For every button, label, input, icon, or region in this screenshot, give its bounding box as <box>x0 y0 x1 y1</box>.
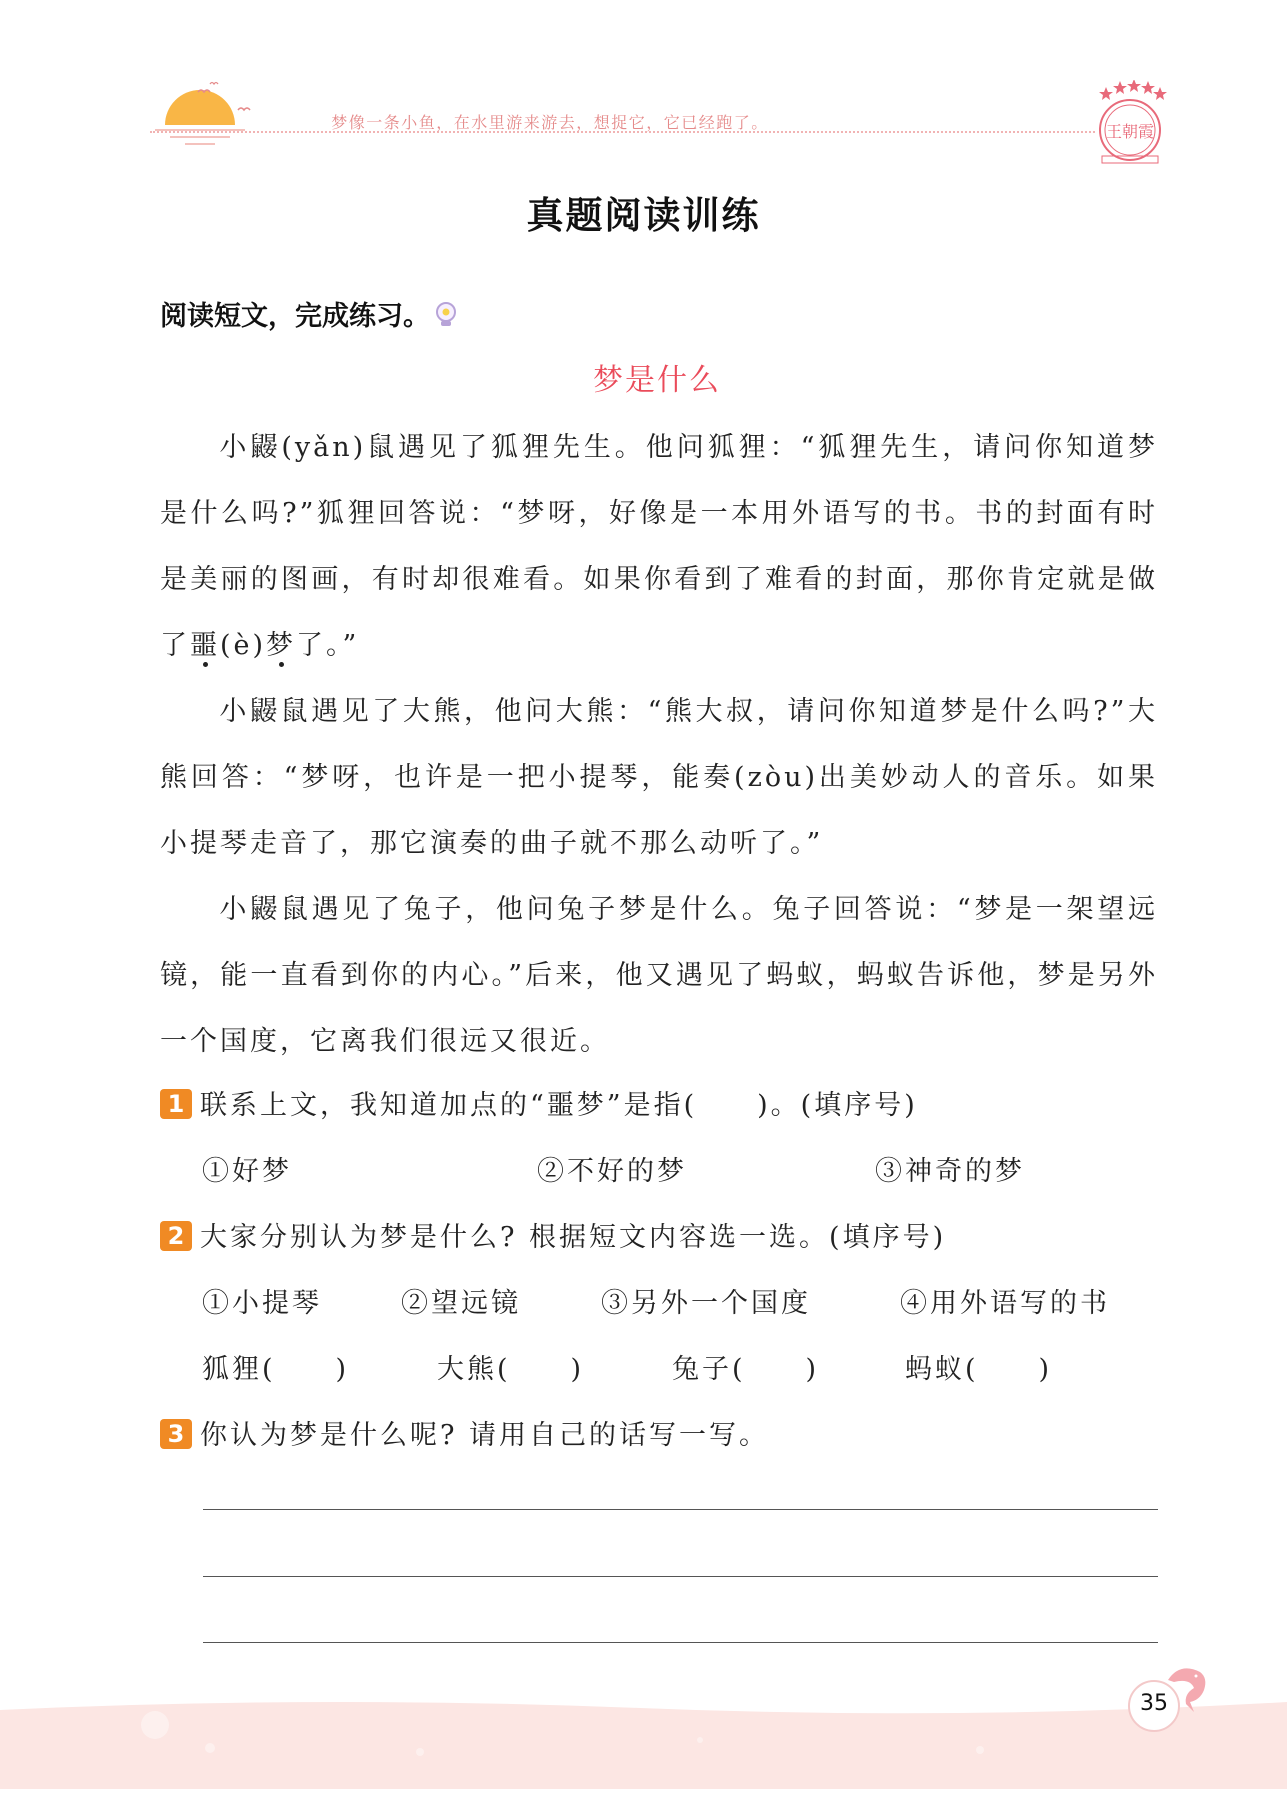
dotted-char: 梦 <box>266 630 297 661</box>
instruction-text: 阅读短文，完成练习。 <box>160 301 430 332</box>
q2-blank-rabbit[interactable]: 兔子( ) <box>672 1354 820 1385</box>
question-number-badge: 2 <box>160 1221 192 1251</box>
q2-blank-bear[interactable]: 大熊( ) <box>437 1354 585 1385</box>
lightbulb-icon <box>434 301 458 329</box>
reading-passage <box>160 415 1158 1075</box>
question-1 <box>160 1083 918 1122</box>
answer-line[interactable] <box>203 1642 1158 1643</box>
story-title: 梦是什么 <box>593 363 721 398</box>
header-motto: 梦像一条小鱼，在水里游来游去，想捉它，它已经跑了。 <box>331 113 769 132</box>
q2-option-3: ③另外一个国度 <box>601 1288 811 1319</box>
q1-option-2: ②不好的梦 <box>537 1156 687 1187</box>
page-title: 真题阅读训练 <box>526 194 761 237</box>
answer-line[interactable] <box>203 1576 1158 1577</box>
passage-paragraph-2: 小鼹鼠遇见了大熊，他问大熊：“熊大叔，请问你知道梦是什么吗?”大熊回答：“梦呀，也许是一把小提琴，能奏(zòu)出美妙动人的音乐。如果小提琴走音了，那它演奏的曲子就不那么动听了。” <box>160 696 1158 859</box>
svg-text:王朝霞: 王朝霞 <box>1105 122 1155 141</box>
passage-paragraph-1: 小鼹(yǎn)鼠遇见了狐狸先生。他问狐狸：“狐狸先生，请问你知道梦是什么吗?”狐狸回答说：“梦呀，好像是一本用外语写的书。书的封面有时是美丽的图画，有时却很难看。如果你看到了难看的封面，那你肯定就是做了噩(è)梦了。” <box>160 432 1158 661</box>
question-number-badge: 1 <box>160 1089 192 1119</box>
seal-logo <box>1090 80 1170 165</box>
answer-line[interactable] <box>203 1509 1158 1510</box>
dotted-char: 噩 <box>190 630 220 661</box>
page-number: 35 <box>1140 1691 1168 1716</box>
q2-option-4: ④用外语写的书 <box>900 1288 1110 1319</box>
q2-blank-fox[interactable]: 狐狸( ) <box>202 1354 350 1385</box>
question-2 <box>160 1215 946 1254</box>
q2-blank-ant[interactable]: 蚂蚁( ) <box>905 1354 1053 1385</box>
question-1-text: 联系上文，我知道加点的“噩梦”是指( )。(填序号) <box>200 1090 918 1121</box>
passage-paragraph-3: 小鼹鼠遇见了兔子，他问兔子梦是什么。兔子回答说：“梦是一架望远镜，能一直看到你的内心。”后来，他又遇见了蚂蚁，蚂蚁告诉他，梦是另外一个国度，它离我们很远又很近。 <box>160 894 1158 1057</box>
question-number-badge: 3 <box>160 1419 192 1449</box>
question-2-text: 大家分别认为梦是什么? 根据短文内容选一选。(填序号) <box>200 1222 947 1253</box>
q1-option-1: ①好梦 <box>202 1156 292 1187</box>
question-3-text: 你认为梦是什么呢? 请用自己的话写一写。 <box>200 1420 770 1451</box>
q2-option-2: ②望远镜 <box>401 1288 521 1319</box>
question-3 <box>160 1413 769 1452</box>
q2-option-1: ①小提琴 <box>202 1288 322 1319</box>
instruction <box>160 294 458 333</box>
q1-option-3: ③神奇的梦 <box>875 1156 1025 1187</box>
footer-wave <box>0 1690 1287 1789</box>
